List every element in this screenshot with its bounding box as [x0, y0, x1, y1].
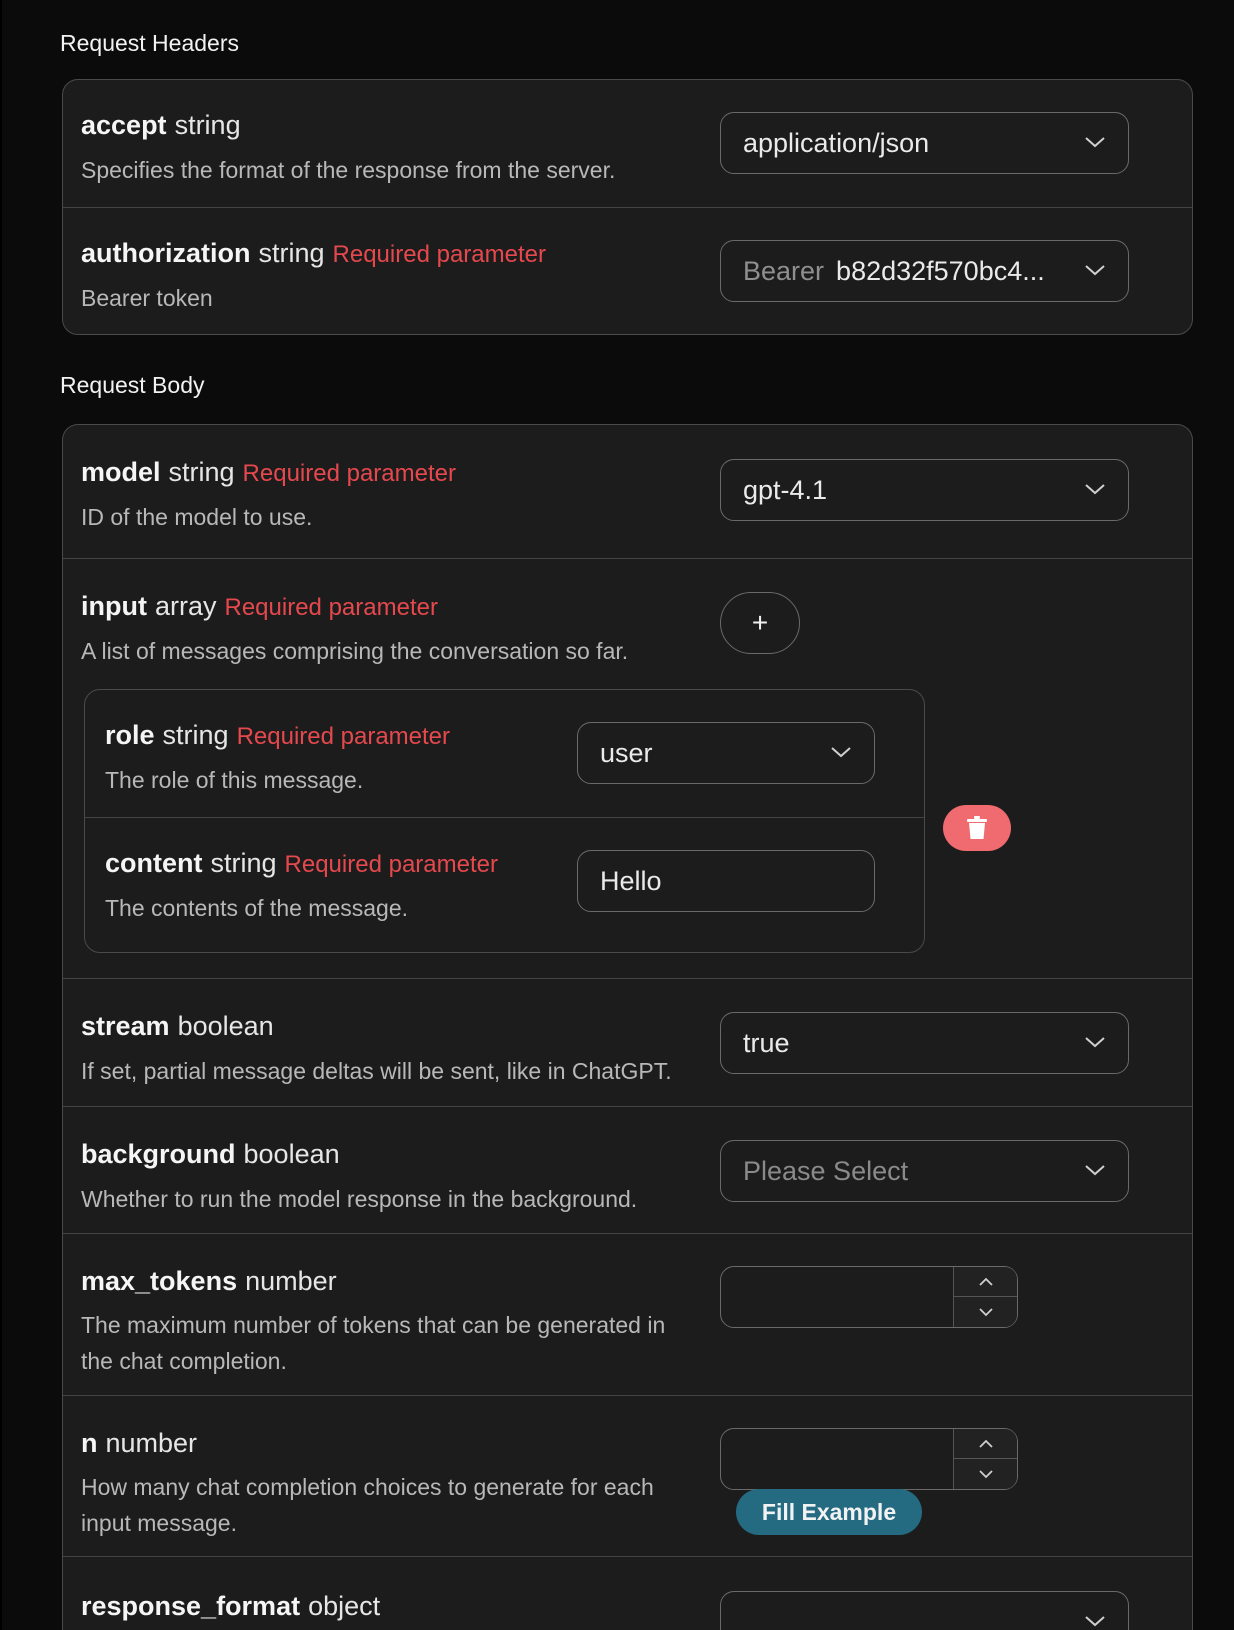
number-stepper	[953, 1267, 1017, 1327]
response-format-select[interactable]	[720, 1591, 1129, 1630]
chevron-down-icon	[1084, 135, 1106, 149]
param-description: ID of the model to use.	[81, 504, 313, 530]
body-row-model	[63, 425, 1192, 558]
item-row-role	[85, 690, 924, 817]
header-row-authorization	[63, 207, 1192, 335]
param-label	[81, 1428, 197, 1459]
param-type: boolean	[243, 1139, 340, 1169]
chevron-down-icon	[1084, 263, 1106, 277]
description-line: How many chat completion choices to generate for each	[81, 1474, 654, 1500]
number-stepper	[953, 1429, 1017, 1489]
param-label	[81, 457, 456, 488]
param-description: The contents of the message.	[105, 895, 409, 921]
chevron-down-icon	[1084, 1163, 1106, 1177]
param-type: string	[162, 720, 229, 750]
accept-select[interactable]	[720, 112, 1129, 174]
param-name: background	[81, 1139, 236, 1169]
required-badge: Required parameter	[284, 851, 498, 878]
stream-select[interactable]	[720, 1012, 1129, 1074]
body-row-input	[63, 558, 1192, 978]
param-type: number	[105, 1428, 198, 1458]
description-line: The maximum number of tokens that can be generated in	[81, 1312, 666, 1338]
chevron-down-icon	[978, 1469, 994, 1479]
input-item-card	[84, 689, 925, 953]
delete-item-button[interactable]	[943, 805, 1011, 851]
header-row-accept	[63, 80, 1192, 207]
body-row-stream	[63, 978, 1192, 1106]
required-badge: Required parameter	[242, 460, 456, 487]
param-name: model	[81, 457, 161, 487]
content-input[interactable]: Hello	[577, 850, 875, 912]
param-label	[81, 1266, 337, 1297]
background-select[interactable]	[720, 1140, 1129, 1202]
description-line: the chat completion.	[81, 1348, 287, 1374]
param-type: boolean	[177, 1011, 274, 1041]
param-label	[105, 848, 498, 879]
param-name: n	[81, 1428, 98, 1458]
headers-card	[62, 79, 1193, 335]
param-description	[81, 1307, 665, 1379]
param-description: The role of this message.	[105, 767, 364, 793]
select-value: b82d32f570bc4...	[836, 255, 1045, 286]
description-line: input message.	[81, 1510, 237, 1536]
param-type: string	[174, 110, 241, 140]
step-down-button[interactable]	[954, 1297, 1017, 1327]
chevron-down-icon	[1084, 1035, 1106, 1049]
param-description: Specifies the format of the response from the server.	[81, 157, 616, 183]
select-value: true	[743, 1027, 790, 1058]
max-tokens-input[interactable]	[720, 1266, 1018, 1328]
body-row-n	[63, 1395, 1192, 1556]
select-value: application/json	[743, 127, 930, 158]
param-type: number	[245, 1266, 337, 1296]
param-type: string	[168, 457, 235, 487]
param-label	[81, 1011, 274, 1042]
select-placeholder: Please Select	[743, 1155, 909, 1186]
chevron-down-icon	[830, 745, 852, 759]
step-down-button[interactable]	[954, 1459, 1017, 1489]
chevron-up-icon	[978, 1277, 994, 1287]
param-type: array	[154, 591, 217, 621]
role-select[interactable]	[577, 722, 875, 784]
add-item-button[interactable]: +	[720, 592, 800, 654]
body-row-background	[63, 1106, 1192, 1233]
required-badge: Required parameter	[224, 594, 438, 621]
step-up-button[interactable]	[954, 1267, 1017, 1297]
request-headers-title: Request Headers	[60, 30, 239, 56]
param-name: stream	[81, 1011, 170, 1041]
param-name: input	[81, 591, 147, 621]
param-description: Whether to run the model response in the background.	[81, 1186, 638, 1212]
body-row-response-format	[63, 1556, 1192, 1630]
required-badge: Required parameter	[236, 723, 451, 750]
param-name: max_tokens	[81, 1266, 238, 1296]
param-description: Bearer token	[81, 285, 213, 311]
param-name: authorization	[81, 238, 251, 268]
param-label	[81, 1139, 340, 1170]
param-type: object	[308, 1591, 381, 1621]
param-name: content	[105, 848, 203, 878]
chevron-down-icon	[978, 1307, 994, 1317]
select-value: user	[600, 737, 653, 768]
fill-example-button[interactable]: Fill Example	[736, 1489, 922, 1535]
n-input[interactable]	[720, 1428, 1018, 1490]
chevron-down-icon	[1084, 482, 1106, 496]
required-badge: Required parameter	[332, 241, 546, 268]
chevron-up-icon	[978, 1439, 994, 1449]
param-label	[105, 720, 450, 751]
authorization-select[interactable]	[720, 240, 1129, 302]
param-label	[81, 238, 546, 269]
body-card	[62, 424, 1193, 1630]
chevron-down-icon	[1084, 1614, 1106, 1628]
page	[2, 0, 1234, 1630]
trash-icon	[966, 816, 988, 840]
param-label	[81, 110, 241, 141]
model-select[interactable]	[720, 459, 1129, 521]
request-body-title: Request Body	[60, 372, 205, 398]
item-row-content	[85, 817, 924, 951]
param-description: A list of messages comprising the conversation so far.	[81, 638, 629, 664]
param-name: response_format	[81, 1591, 301, 1621]
param-name: accept	[81, 110, 167, 140]
body-row-max-tokens	[63, 1233, 1192, 1395]
step-up-button[interactable]	[954, 1429, 1017, 1459]
param-description	[81, 1469, 654, 1541]
bearer-prefix: Bearer	[743, 255, 825, 286]
select-value: gpt-4.1	[743, 474, 828, 505]
param-type: string	[258, 238, 325, 268]
param-type: string	[210, 848, 277, 878]
param-name: role	[105, 720, 155, 750]
param-description: If set, partial message deltas will be sent, like in ChatGPT.	[81, 1058, 672, 1084]
param-label	[81, 1591, 380, 1622]
param-label	[81, 591, 438, 622]
